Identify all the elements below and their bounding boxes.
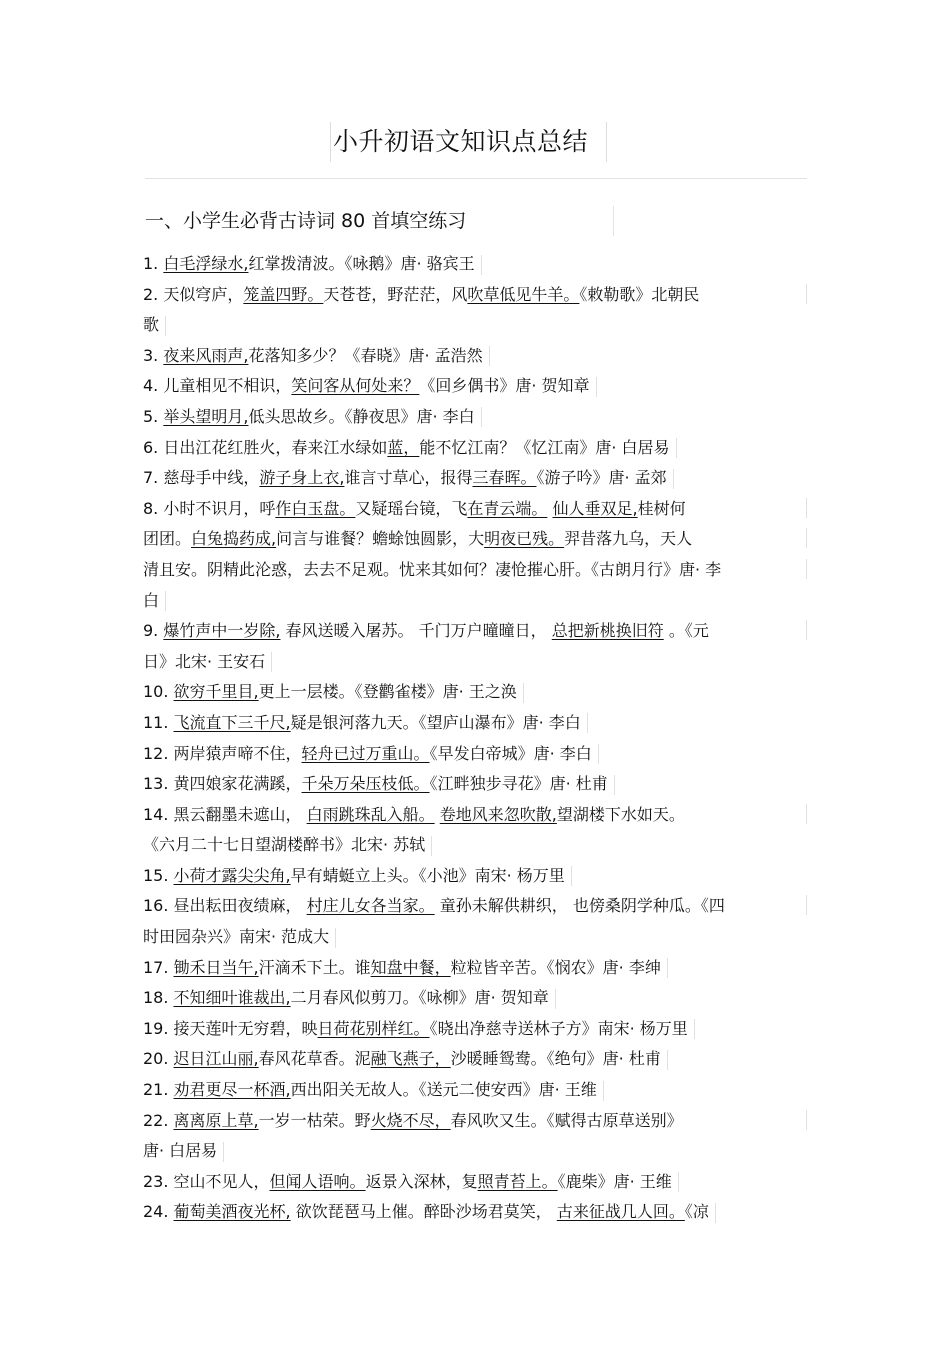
poem-text: 《六月二十七日望湖楼醉书》北宋· 苏轼 (143, 835, 426, 855)
blank-answer: 笼盖四野。 (243, 284, 324, 304)
poem-line (143, 1167, 807, 1198)
blank-answer: 但闻人语响。 (269, 1171, 366, 1191)
poem-line (143, 402, 807, 433)
line-mark (587, 713, 588, 733)
poem-text: 一岁一枯荣。野 (258, 1110, 371, 1130)
poem-text: 《江畔独步寻花》唐· 杜甫 (429, 774, 608, 794)
document-title: 小升初语文知识点总结 (330, 122, 607, 162)
poem-line (143, 249, 807, 280)
poem-text: 问言与谁餐？蟾蜍蚀圆影，大 (276, 529, 485, 549)
line-mark (673, 469, 674, 489)
poem-text: 春风送暖入屠苏。 千门万户曈曈日， (280, 621, 552, 641)
line-mark (678, 1172, 679, 1192)
line-mark (676, 438, 677, 458)
blank-answer: 知盘中餐， (370, 957, 451, 977)
poem-text: 白 (143, 590, 160, 610)
poem-text: 童孙未解供耕织， 也傍桑阴学种瓜。《四 (434, 896, 725, 916)
poem-line (143, 280, 807, 311)
line-mark (481, 255, 482, 275)
blank-answer: 火烧不尽， (370, 1110, 451, 1130)
blank-answer: 不知细叶谁裁出, (173, 988, 291, 1008)
line-mark (806, 1110, 807, 1130)
poem-line (143, 463, 807, 494)
poem-entry (143, 953, 807, 984)
blank-answer: 白兔捣药成, (191, 529, 277, 549)
poem-line (143, 800, 807, 831)
blank-answer: 白雨跳珠乱入船。 (306, 804, 435, 824)
blank-answer: 欲穷千里目, (173, 682, 259, 702)
poem-entry (143, 1197, 807, 1228)
blank-answer: 飞流直下三千尺, (173, 712, 291, 732)
poem-text: 又疑瑶台镜，飞 (355, 498, 468, 518)
poem-text: 21. (143, 1080, 174, 1100)
blank-answer: 三春晖。 (472, 468, 537, 488)
line-mark (431, 836, 432, 856)
poem-entry (143, 280, 807, 341)
poem-text: 8. 小时不识月，呼 (143, 498, 276, 518)
poem-text: 《早发白帝城》唐· 李白 (429, 743, 592, 763)
poem-line (143, 647, 807, 678)
line-mark (806, 498, 807, 518)
poem-text: 低头思故乡。《静夜思》唐· 李白 (248, 406, 475, 426)
poem-text: 时田园杂兴》南宋· 范成大 (143, 927, 330, 947)
poem-entry (143, 1106, 807, 1167)
poem-text: 《游子吟》唐· 孟郊 (536, 468, 667, 488)
poem-line (143, 433, 807, 464)
poem-text: 二月春风似剪刀。《咏柳》唐· 贺知章 (290, 988, 549, 1008)
poem-text: 《鹿柴》唐· 王维 (557, 1171, 672, 1191)
poem-entry (143, 677, 807, 708)
line-mark (694, 1019, 695, 1039)
poem-entry (143, 769, 807, 800)
blank-answer: 笑问客从何处来？ (291, 376, 420, 396)
poem-text: 疑是银河落九天。《望庐山瀑布》唐· 李白 (290, 712, 581, 732)
poem-line (143, 1136, 807, 1167)
poem-text: 返景入深林，复 (365, 1171, 478, 1191)
poem-text: 20. (143, 1049, 174, 1069)
poem-text: 18. (143, 988, 174, 1008)
blank-answer: 照青苔上。 (477, 1171, 558, 1191)
poem-text: 22. (143, 1110, 174, 1130)
poem-text: 13. 黄四娘家花满蹊， (143, 774, 302, 794)
poem-line (143, 1014, 807, 1045)
poem-text: 更上一层楼。《登鹳雀楼》唐· 王之涣 (258, 682, 517, 702)
poem-text: 汗滴禾下土。谁 (258, 957, 371, 977)
poem-text: 清且安。阴精此沦惑，去去不足观。忧来其如何？凄怆摧心肝。《古朗月行》唐· 李 (143, 559, 722, 579)
line-mark (481, 407, 482, 427)
poem-text: 羿昔落九乌，天人 (564, 529, 693, 549)
poem-text: 5. (143, 406, 164, 426)
poem-line (143, 922, 807, 953)
poem-list (143, 249, 807, 1228)
title-divider (145, 178, 807, 179)
poem-line (143, 616, 807, 647)
poem-text: 歌 (143, 315, 160, 335)
poem-text: 能不忆江南？《忆江南》唐· 白居易 (419, 437, 670, 457)
poem-text: 14. 黑云翻墨未遮山， (143, 804, 307, 824)
line-mark (614, 775, 615, 795)
poem-entry (143, 983, 807, 1014)
poem-line (143, 953, 807, 984)
poem-entry (143, 402, 807, 433)
poem-entry (143, 433, 807, 464)
blank-answer: 劝君更尽一杯酒, (173, 1080, 291, 1100)
poem-entry (143, 861, 807, 892)
poem-entry (143, 494, 807, 616)
blank-answer: 蓝， (387, 437, 420, 457)
poem-text: 《回乡偶书》唐· 贺知章 (419, 376, 590, 396)
blank-answer: 白毛浮绿水, (163, 254, 249, 273)
poem-text: 9. (143, 621, 164, 641)
poem-text: 《凉 (684, 1202, 709, 1222)
poem-line (143, 861, 807, 892)
poem-text: 《敕勒歌》北朝民 (579, 284, 700, 304)
line-mark (523, 683, 524, 703)
poem-entry (143, 249, 807, 280)
poem-entry (143, 341, 807, 372)
poem-text: 春风吹又生。《赋得古原草送别》 (450, 1110, 683, 1130)
poem-line (143, 1106, 807, 1137)
poem-entry (143, 1167, 807, 1198)
poem-entry (143, 708, 807, 739)
blank-answer: 夜来风雨声, (163, 345, 249, 365)
poem-line (143, 1044, 807, 1075)
poem-entry (143, 1014, 807, 1045)
line-mark (165, 591, 166, 611)
poem-text: 16. 昼出耘田夜绩麻， (143, 896, 307, 916)
line-mark (571, 866, 572, 886)
poem-text: 日》北宋· 王安石 (143, 651, 266, 671)
poem-entry (143, 739, 807, 770)
poem-line (143, 891, 807, 922)
poem-text: 天苍苍，野茫茫，风 (323, 284, 468, 304)
poem-text: 1. (143, 254, 164, 273)
poem-text: 西出阳关无故人。《送元二使安西》唐· 王维 (290, 1080, 597, 1100)
line-mark (165, 316, 166, 336)
poem-entry (143, 1044, 807, 1075)
line-mark (806, 895, 807, 915)
poem-text: 11. (143, 712, 174, 732)
poem-entry (143, 371, 807, 402)
poem-line (143, 494, 807, 525)
blank-answer: 总把新桃换旧符 (551, 621, 664, 641)
poem-text: 4. 儿童相见不相识， (143, 376, 292, 396)
blank-answer: 游子身上衣, (259, 468, 345, 488)
line-mark (335, 928, 336, 948)
line-mark (598, 744, 599, 764)
line-mark (806, 559, 807, 579)
poem-line (143, 677, 807, 708)
poem-line (143, 830, 807, 861)
poem-entry (143, 463, 807, 494)
poem-text: 红掌拨清波。《咏鹅》唐· 骆宾王 (248, 254, 475, 273)
poem-text: 欲饮琵琶马上催。醉卧沙场君莫笑， (290, 1202, 557, 1222)
line-mark (555, 989, 556, 1009)
poem-line (143, 708, 807, 739)
poem-text: 23. 空山不见人， (143, 1171, 270, 1191)
line-mark (667, 958, 668, 978)
poem-text: 桂树何 (637, 498, 686, 518)
poem-line (143, 310, 807, 341)
blank-answer: 离离原上草, (173, 1110, 259, 1130)
poem-text: 唐· 白居易 (143, 1141, 218, 1161)
poem-text: 15. (143, 865, 174, 885)
blank-answer: 日荷花别样红。 (317, 1018, 430, 1038)
poem-text: 早有蜻蜓立上头。《小池》南宋· 杨万里 (290, 865, 565, 885)
poem-text: 谁言寸草心，报得 (344, 468, 473, 488)
blank-answer: 融飞燕子， (370, 1049, 451, 1069)
blank-answer: 锄禾日当午, (173, 957, 259, 977)
poem-text: 6. 日出江花红胜火，春来江水绿如 (143, 437, 388, 457)
blank-answer: 千朵万朵压枝低。 (301, 774, 430, 794)
line-mark (596, 377, 597, 397)
blank-answer: 举头望明月, (163, 406, 249, 426)
poem-text: 17. (143, 957, 174, 977)
line-mark (715, 1203, 716, 1223)
poem-line (143, 371, 807, 402)
line-mark (603, 1081, 604, 1101)
poem-text: 3. (143, 345, 164, 365)
blank-answer: 轻舟已过万重山。 (301, 743, 430, 763)
line-mark (271, 652, 272, 672)
poem-line (143, 739, 807, 770)
poem-entry (143, 616, 807, 677)
blank-answer: 村庄儿女各当家。 (306, 896, 435, 916)
blank-answer: 小荷才露尖尖角, (173, 865, 291, 885)
poem-entry (143, 800, 807, 861)
blank-answer: 葡萄美酒夜光杯, (173, 1202, 291, 1222)
blank-answer: 迟日江山丽, (173, 1049, 259, 1069)
line-mark (806, 284, 807, 304)
line-mark (489, 346, 490, 366)
poem-line (143, 341, 807, 372)
line-mark (806, 528, 807, 548)
poem-text: 12. 两岸猿声啼不住， (143, 743, 302, 763)
line-mark (223, 1142, 224, 1162)
poem-entry (143, 1075, 807, 1106)
poem-text: 2. 天似穹庐， (143, 284, 244, 304)
poem-line (143, 586, 807, 617)
poem-text: 。《元 (663, 621, 709, 641)
poem-line (143, 983, 807, 1014)
poem-line (143, 524, 807, 555)
poem-text: 24. (143, 1202, 174, 1222)
poem-text: 10. (143, 682, 174, 702)
poem-line (143, 555, 807, 586)
blank-answer: 卷地风来忽吹散, (439, 804, 557, 824)
blank-answer: 仙人垂双足, (552, 498, 638, 518)
blank-answer: 爆竹声中一岁除, (163, 621, 281, 641)
poem-text: 春风花草香。泥 (258, 1049, 371, 1069)
blank-answer: 明夜已残。 (484, 529, 565, 549)
poem-text: 团团。 (143, 529, 192, 549)
line-mark (806, 804, 807, 824)
section-heading: 一、小学生必背古诗词 80 首填空练习 (145, 206, 614, 236)
blank-answer: 古来征战几人回。 (556, 1202, 685, 1222)
poem-text: 7. 慈母手中线， (143, 468, 260, 488)
blank-answer: 在青云端。 (467, 498, 548, 518)
poem-text: 19. 接天莲叶无穷碧，映 (143, 1018, 318, 1038)
line-mark (806, 620, 807, 640)
blank-answer: 吹草低见牛羊。 (467, 284, 580, 304)
poem-text: 粒粒皆辛苦。《悯农》唐· 李绅 (450, 957, 661, 977)
poem-text: 花落知多少？《春晓》唐· 孟浩然 (248, 345, 483, 365)
poem-text: 沙暖睡鸳鸯。《绝句》唐· 杜甫 (450, 1049, 661, 1069)
blank-answer: 作白玉盘。 (275, 498, 356, 518)
line-mark (667, 1050, 668, 1070)
poem-text: 望湖楼下水如天。 (556, 804, 685, 824)
poem-line (143, 769, 807, 800)
poem-line (143, 1197, 807, 1228)
poem-entry (143, 891, 807, 952)
poem-text: 《晓出净慈寺送林子方》南宋· 杨万里 (429, 1018, 688, 1038)
poem-line (143, 1075, 807, 1106)
